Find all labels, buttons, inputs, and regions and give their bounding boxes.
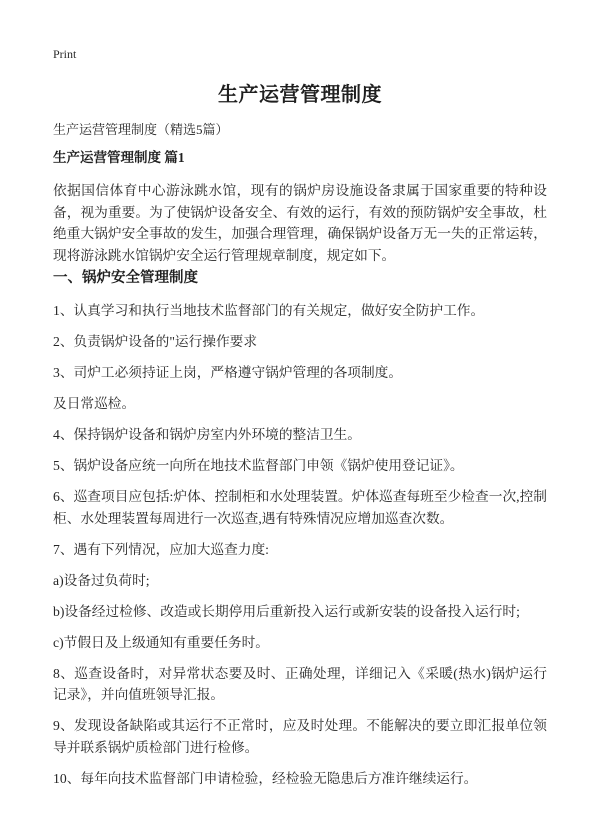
list-item: b)设备经过检修、改造或长期停用后重新投入运行或新安装的设备投入运行时;	[53, 603, 520, 619]
intro-paragraph: 依据国信体育中心游泳跳水馆，现有的锅炉房设施设备隶属于国家重要的特种设备，视为重要。为了使锅炉设备安全、有效的运行，有效的预防锅炉安全事故，杜绝重大锅炉安全事故的发生，加强合理管理，确保锅炉设备万无一失的正常运转，现将游泳跳水馆锅炉安全运行管理规章制度，规定如下。	[53, 183, 547, 263]
print-button[interactable]: Print	[53, 47, 77, 61]
list-item: 及日常巡检。	[53, 396, 136, 411]
list-item: 8、巡查设备时，对异常状态要及时、正确处理，详细记入《采暖(热水)锅炉运行记录》，并向值班领导汇报。	[53, 665, 547, 702]
page-title: 生产运营管理制度	[218, 84, 382, 106]
list-item: 5、锅炉设备应统一向所在地技术监督部门申领《锅炉使用登记证》。	[53, 458, 464, 473]
list-item: 2、负责锅炉设备的"运行操作要求	[53, 334, 258, 349]
list-item: 9、发现设备缺陷或其运行不正常时，应及时处理。不能解决的要立即汇报单位领导并联系锅炉质检部门进行检修。	[53, 718, 547, 755]
list-item: c)节假日及上级通知有重要任务时。	[53, 634, 269, 650]
list-item: 3、司炉工必须持证上岗，严格遵守锅炉管理的各项制度。	[53, 365, 403, 380]
list-item: 4、保持锅炉设备和锅炉房室内外环境的整洁卫生。	[53, 427, 361, 442]
list-item: 7、遇有下列情况，应加大巡查力度:	[53, 541, 269, 557]
section-heading: 一、锅炉安全管理制度	[53, 270, 198, 286]
list-item: 10、每年向技术监督部门申请检验，经检验无隐患后方准许继续运行。	[53, 770, 478, 786]
document-subtitle: 生产运营管理制度（精选5篇）	[53, 122, 229, 137]
list-item: a)设备过负荷时;	[53, 572, 150, 588]
list-item: 6、巡查项目应包括:炉体、控制柜和水处理装置。炉体巡查每班至少检查一次,控制柜、水处理装置每周进行一次巡查,遇有特殊情况应增加巡查次数。	[53, 489, 547, 526]
list-item: 1、认真学习和执行当地技术监督部门的有关规定，做好安全防护工作。	[53, 303, 485, 318]
part-1-heading: 生产运营管理制度 篇1	[53, 150, 185, 165]
